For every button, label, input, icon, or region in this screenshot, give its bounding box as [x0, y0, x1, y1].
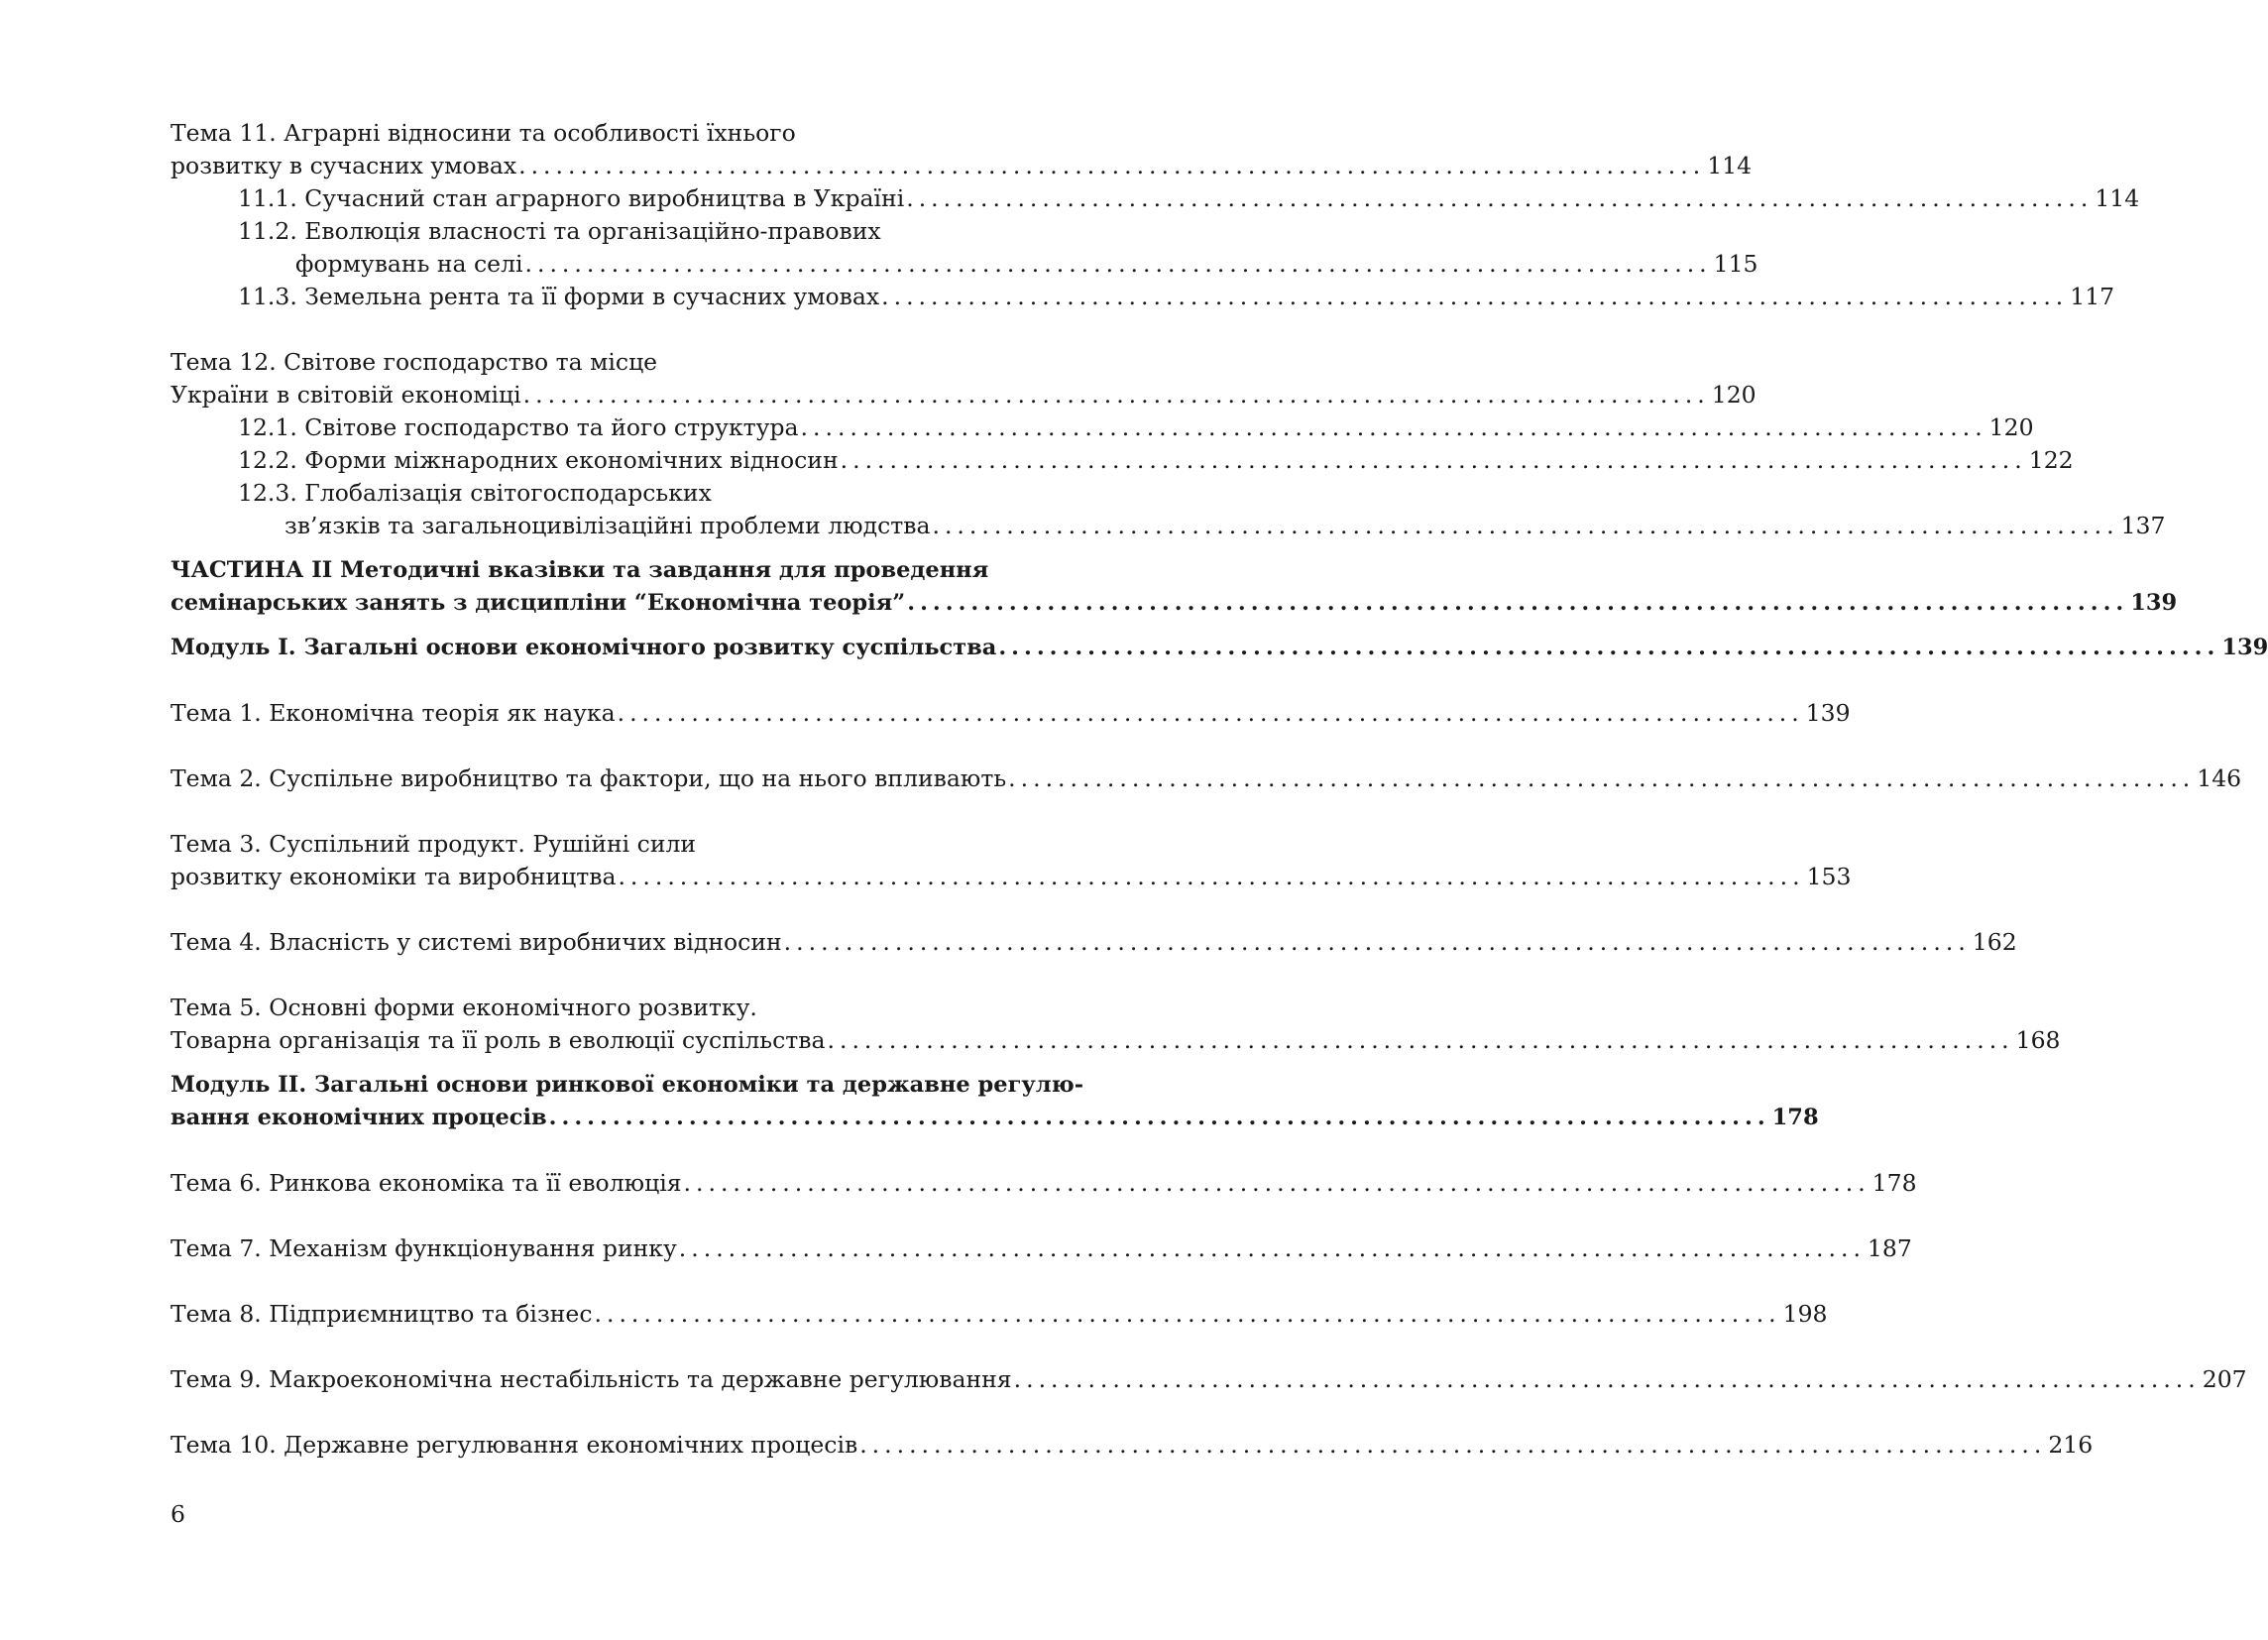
- toc-entry-11-3: 11.3. Земельна рента та її форми в сучасних умовах ................................................................................................ 117: [170, 281, 1063, 313]
- leader-dots: ................................................................................................: [617, 699, 1804, 727]
- toc-entry-11-1: 11.1. Сучасний стан аграрного виробництва в Україні ................................................................................................ 114: [170, 182, 1063, 215]
- toc-entry-12-3-title: 12.3. Глобалізація світогосподарських: [238, 479, 712, 507]
- leader-dots: ................................................................................................: [906, 184, 2094, 212]
- toc-entry-topic-7: Тема 7. Механізм функціонування ринку ................................................................................................ 187: [170, 1232, 1063, 1265]
- leader-dots: ................................................................................................: [518, 152, 1706, 179]
- leader-dots: ................................................................................................: [907, 590, 2129, 616]
- leader-dots: ................................................................................................: [548, 1105, 1770, 1130]
- toc-entry-11-2-title: 11.2. Еволюція власності та організаційно-правових: [238, 217, 881, 245]
- leader-dots: ................................................................................................: [998, 635, 2220, 660]
- toc-entry-12-1: 12.1. Світове господарство та його структура ................................................................................................ 120: [170, 411, 1063, 444]
- toc-entry-11-2: формувань на селі ................................................................................................ 115: [170, 248, 1063, 281]
- leader-dots: ................................................................................................: [783, 928, 1971, 956]
- toc-entry-topic-6: Тема 6. Ринкова економіка та її еволюція ................................................................................................ 178: [170, 1167, 1063, 1200]
- toc-entry-module-2: вання економічних процесів ................................................................................................ 178: [170, 1102, 1063, 1134]
- toc-entry-topic-5: Товарна організація та її роль в еволюції суспільства ................................................................................................ 168: [170, 1024, 1063, 1057]
- leader-dots: ................................................................................................: [827, 1026, 2014, 1054]
- toc-entry-topic-2: Тема 2. Суспільне виробництво та фактори, що на нього впливають ................................................................................................ 146: [170, 762, 1063, 795]
- toc-entry-topic-1: Тема 1. Економічна теорія як наука ................................................................................................ 139: [170, 697, 1063, 730]
- toc-entry-module-2-title: Модуль ІІ. Загальні основи ринкової економіки та державне регулю-: [170, 1072, 1084, 1098]
- toc-entry-module-1: Модуль І. Загальні основи економічного розвитку суспільства ................................................................................................ 139: [170, 632, 1063, 664]
- leader-dots: ................................................................................................: [678, 1234, 1866, 1262]
- toc-entry-topic-9: Тема 9. Макроекономічна нестабільність та державне регулювання ................................................................................................ 207: [170, 1363, 1063, 1396]
- toc-entry-part-2-title: ЧАСТИНА ІІ Методичні вказівки та завдання для проведення: [170, 557, 989, 583]
- leader-dots: ................................................................................................: [522, 381, 1710, 409]
- leader-dots: ................................................................................................: [932, 512, 2119, 539]
- leader-dots: ................................................................................................: [524, 250, 1712, 278]
- toc-entry-topic-8: Тема 8. Підприємництво та бізнес ................................................................................................ 198: [170, 1298, 1063, 1331]
- leader-dots: ................................................................................................: [1013, 1365, 2201, 1393]
- toc-entry-topic-3: розвитку економіки та виробництва ................................................................................................ 153: [170, 861, 1063, 893]
- leader-dots: ................................................................................................: [618, 863, 1805, 890]
- toc-entry-part-2: семінарських занять з дисципліни “Економічна теорія” ................................................................................................ 139: [170, 587, 1063, 620]
- toc-entry-topic-11-title: Тема 11. Аграрні відносини та особливості їхнього: [170, 119, 796, 147]
- leader-dots: ................................................................................................: [859, 1431, 2047, 1459]
- toc-entry-12-2: 12.2. Форми міжнародних економічних відносин ................................................................................................ 122: [170, 444, 1063, 477]
- toc-entry-topic-11: розвитку в сучасних умовах ................................................................................................ 114: [170, 150, 1063, 182]
- leader-dots: ................................................................................................: [1008, 764, 2196, 792]
- toc-entry-topic-4: Тема 4. Власність у системі виробничих відносин ................................................................................................ 162: [170, 926, 1063, 959]
- leader-dots: ................................................................................................: [840, 446, 2027, 474]
- toc-entry-topic-3-title: Тема 3. Суспільний продукт. Рушійні сили: [170, 830, 697, 858]
- toc-entry-topic-10: Тема 10. Державне регулювання економічних процесів ................................................................................................ 216: [170, 1429, 1063, 1462]
- toc-entry-topic-12: України в світовій економіці ................................................................................................ 120: [170, 379, 1063, 411]
- toc-entry-12-3: зв’язків та загальноцивілізаційні проблеми людства ................................................................................................ 137: [170, 510, 1063, 542]
- leader-dots: ................................................................................................: [594, 1300, 1781, 1328]
- leader-dots: ................................................................................................: [800, 413, 1987, 441]
- leader-dots: ................................................................................................: [683, 1169, 1871, 1197]
- table-of-contents: [170, 117, 2268, 1462]
- toc-entry-topic-12-title: Тема 12. Світове господарство та місце: [170, 348, 658, 376]
- toc-entry-topic-5-title: Тема 5. Основні форми економічного розвитку.: [170, 994, 757, 1021]
- page-number: 6: [170, 1500, 185, 1528]
- leader-dots: ................................................................................................: [881, 283, 2069, 310]
